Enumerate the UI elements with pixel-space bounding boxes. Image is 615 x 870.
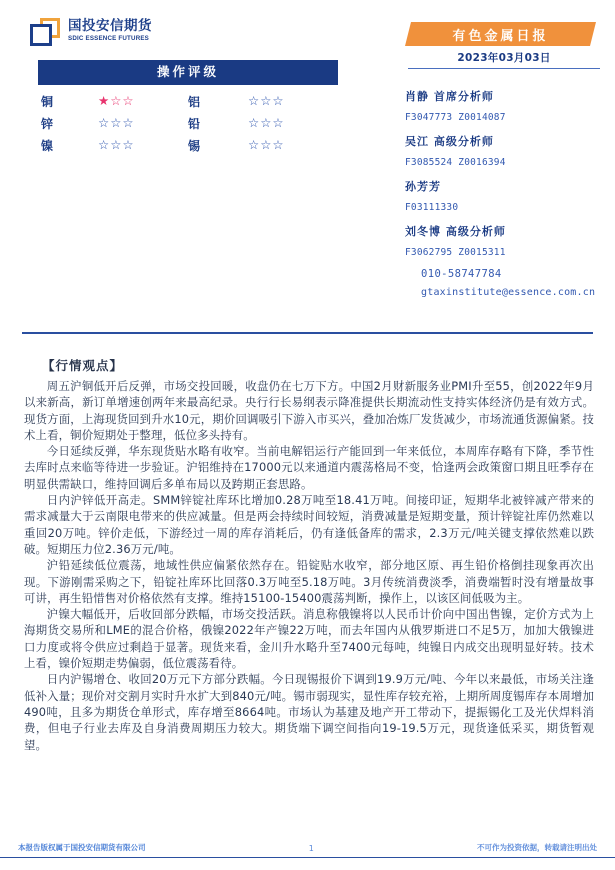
brand-name-cn: 国投安信期货 bbox=[68, 18, 152, 34]
sdic-logo-icon bbox=[30, 18, 62, 48]
paragraph-tin: 日内沪锡增仓、收回20万元下方部分跌幅。今日现锡报价下调到19.9万元/吨、今年以来最低，市场关注逢低补入量；现价对交割月实时升水扩大到840元/吨。锡市弱现实，显性库存较充裕，上期所周度锡库存本周增加490吨，且多为期货仓单形式，库存增至8664吨。市场认为基建及地产开工带动下，提振锡化工及光伏焊料消费，但电子行业去库及自身消费周期压力较大。期货端下调空间指向19-19.5万元，现货逢低采买，期货暂观望。 bbox=[24, 672, 594, 752]
metal-label-tin: 锡 bbox=[188, 138, 201, 153]
analyst-name: 肖静 首席分析师 bbox=[405, 90, 494, 103]
paragraph-nickel: 沪镍大幅低开，后收回部分跌幅，市场交投活跃。消息称俄镍将以人民币计价向中国出售镍，定价方式为上海期货交易所和LME的混合价格，俄镍2022年产镍22万吨，而去年国内从俄罗斯进口不足5万，加加大俄镍进口力度或将令供应过剩趋于显著。现货来看，金川升水略升至7400元每吨，纯镍日内成交出现明显好转。技术上看，镍价短期走势偏弱，低位震荡看待。 bbox=[24, 607, 594, 671]
rating-stars-lead: ☆☆☆ bbox=[248, 115, 285, 130]
metal-label-aluminum: 铝 bbox=[188, 94, 201, 109]
metal-label-lead: 铅 bbox=[188, 116, 201, 131]
rating-stars-copper: ★☆☆ bbox=[98, 93, 135, 108]
rating-stars-nickel: ☆☆☆ bbox=[98, 137, 135, 152]
table-row bbox=[38, 112, 338, 134]
contact-phone: 010-58747784 bbox=[421, 268, 502, 280]
analyst-name: 吴江 高级分析师 bbox=[405, 135, 494, 148]
analyst-license-code: F03111330 bbox=[405, 202, 459, 213]
report-title: 有色金属日报 bbox=[452, 28, 549, 44]
section-title-market-view: 【行情观点】 bbox=[42, 358, 124, 373]
analyst-license-code: F3047773 Z0014087 bbox=[405, 112, 506, 123]
paragraph-lead: 沪铅延续低位震荡，地域性供应偏紧依然存在。铅锭贴水收窄，部分地区原、再生铅价格倒挂现象再次出现。下游刚需采购之下，铅锭社库环比回落0.3万吨至5.18万吨。3月传统消费淡季，消费端暂时没有增量故事可讲，再生铅惜售对价格依然有支撑。维持15100-15400震荡判断，操作上，以该区间低吸为主。 bbox=[24, 558, 594, 605]
paragraph-aluminum: 今日延续反弹，华东现货贴水略有收窄。当前电解铝运行产能回到一年来低位，本周库存略有下降，季节性去库时点来临等待进一步验证。沪铝维持在17000元以来通道内震荡格局不变，恰逢两会政策窗口期且旺季存在明显供需缺口，维持回调后多单布局以及跨期正套思路。 bbox=[24, 444, 594, 491]
analyst-license-code: F3085524 Z0016394 bbox=[405, 157, 506, 168]
metal-label-zinc: 锌 bbox=[41, 116, 54, 131]
analyst-name: 孙芳芳 bbox=[405, 180, 441, 193]
analyst-name: 刘冬博 高级分析师 bbox=[405, 225, 506, 238]
footer-copyright: 本报告版权属于国投安信期货有限公司 bbox=[18, 843, 146, 852]
report-title-banner bbox=[408, 22, 593, 46]
paragraph-zinc: 日内沪锌低开高走。SMM锌锭社库环比增加0.28万吨至18.41万吨。间接印证，短期华北被锌减产带来的需求减量大于云南限电带来的供应减量。但是两会持续时间较短，消费减量是短期变量，预计锌锭社库仍然难以重回20万吨。锌价走低，下游经过一周的库存消耗后，仍有逢低备库的需求，2.3万元/吨关键支撑依然难以跌破。短期压力位2.36万元/吨。 bbox=[24, 493, 594, 556]
header-divider bbox=[22, 332, 593, 334]
operation-rating-table bbox=[38, 60, 338, 156]
analyst-list bbox=[405, 88, 615, 298]
metal-label-copper: 铜 bbox=[41, 94, 54, 109]
table-row bbox=[38, 134, 338, 156]
analyst-license-code: F3062795 Z0015311 bbox=[405, 247, 506, 258]
rating-rows bbox=[38, 85, 338, 156]
rating-stars-tin: ☆☆☆ bbox=[248, 137, 285, 152]
market-commentary-body bbox=[24, 378, 594, 753]
metal-label-nickel: 镍 bbox=[41, 138, 54, 153]
report-date: 2023年03月03日 bbox=[408, 50, 600, 69]
page-footer bbox=[0, 842, 615, 858]
footer-disclaimer: 不可作为投资依据，转载请注明出处 bbox=[477, 843, 597, 852]
paragraph-copper: 周五沪铜低开后反弹，市场交投回暖，收盘仍在七万下方。中国2月财新服务业PMI升至55，创2022年9月以来新高，新订单增速创两年来最高纪录。央行行长易纲表示降准提供长期流动性支持实体经济仍是有效方式。现货方面，上海现货回到升水10元，期价回调吸引下游入市买兴，叠加冶炼厂发货减少，市场流通货源偏紧。技术上看，铜价短期处于整理，低位多头持有。 bbox=[24, 379, 594, 442]
brand-name-en: SDIC ESSENCE FUTURES bbox=[68, 35, 150, 42]
footer-page-number: 1 bbox=[308, 844, 314, 853]
rating-stars-zinc: ☆☆☆ bbox=[98, 115, 135, 130]
table-row bbox=[38, 90, 338, 112]
brand-logo bbox=[30, 18, 152, 48]
rating-table-header: 操作评级 bbox=[38, 60, 338, 85]
contact-email[interactable]: gtaxinstitute@essence.com.cn bbox=[421, 287, 596, 298]
rating-stars-aluminum: ☆☆☆ bbox=[248, 93, 285, 108]
